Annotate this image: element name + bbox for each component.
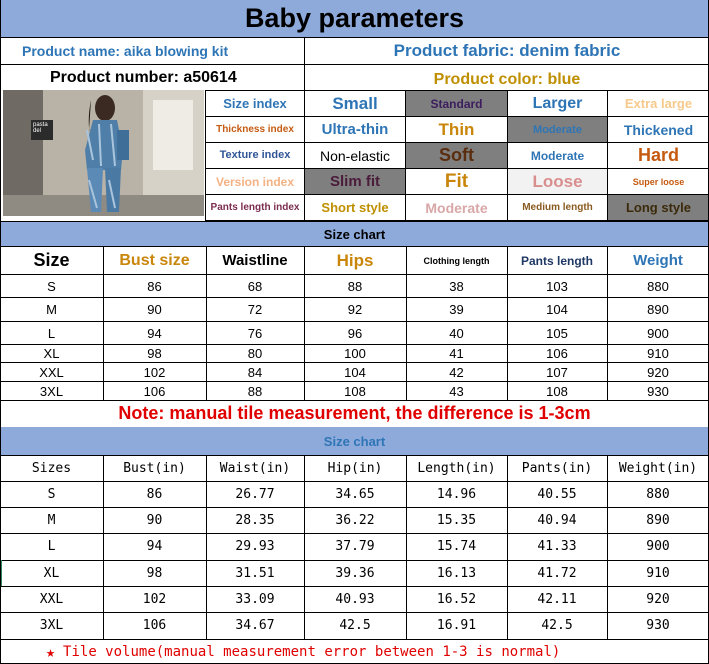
table-cell: 94 [146,539,163,554]
table-cell: 105 [546,325,568,341]
table-cell: M [46,302,57,317]
table-cell: 910 [647,346,669,361]
grid-line [206,246,207,400]
table-cell: 880 [647,278,669,294]
table-cell: 88 [247,383,263,399]
grid-line [304,90,305,221]
table-cell: 40.93 [335,592,375,607]
grid-line [507,455,508,639]
table-cell: 16.91 [436,618,477,633]
table-cell: 43 [449,383,464,399]
table-header-cell: Waist(in) [219,460,291,476]
grid-line [206,455,207,639]
table-cell: 90 [146,513,163,528]
attribute-option: Medium length [508,195,607,220]
attribute-option: Larger [508,91,607,116]
table-cell: XXL [39,592,64,607]
attribute-option: Standard [406,91,507,116]
table-cell: 39.36 [335,566,375,581]
attribute-option: Soft [406,143,507,168]
grid-line [0,344,709,345]
attribute-label: Thickness index [216,123,294,135]
grid-line [607,90,608,221]
table-cell: 106 [546,346,568,361]
table-cell: XL [43,566,60,581]
table-cell: 880 [646,487,670,502]
grid-line [0,612,709,613]
table-cell: S [47,278,56,294]
table-header-cell: Waistline [222,252,288,269]
attribute-option: Thickened [608,117,709,142]
table-cell: 15.35 [436,513,477,528]
grid-line [0,586,709,587]
grid-line [507,246,508,400]
grid-line [0,560,709,561]
table-cell: 72 [247,302,263,317]
product-number: Product number: a50614 [50,68,237,86]
grid-line [507,90,508,221]
grid-line [205,90,206,221]
grid-line [205,90,709,91]
table-header-cell: Pants(in) [521,460,593,476]
table-cell: 910 [646,566,670,581]
table-cell: 42.5 [339,618,371,633]
attribute-label: Size index [223,96,287,111]
table-cell: 29.93 [235,539,275,554]
grid-line [405,90,406,221]
attribute-option: Super loose [608,169,709,194]
grid-line [304,246,305,400]
table-header-cell: Clothing length [423,255,490,266]
table-header-cell: Bust(in) [123,460,186,476]
grid-line [0,297,709,298]
table-cell: 38 [449,278,464,294]
table-cell: 108 [344,383,366,399]
table-cell: 103 [546,278,568,294]
table-cell: 890 [646,513,670,528]
table-header-cell: Hip(in) [327,460,383,476]
grid-line [607,455,608,639]
table-cell: 33.09 [235,592,275,607]
table-cell: 106 [143,383,166,399]
table-cell: 88 [347,278,363,294]
table-cell: 40.94 [537,513,577,528]
product-fabric: Product fabric: denim fabric [393,41,621,60]
table-cell: 16.52 [436,592,477,607]
grid-line [205,168,709,169]
table-cell: 39 [449,302,464,317]
table-cell: 98 [146,566,163,581]
attribute-option: Loose [508,169,607,194]
table-cell: 34.67 [235,618,275,633]
grid-line [0,507,709,508]
table-cell: 41.72 [537,566,577,581]
table-cell: 930 [647,383,669,399]
table-cell: 16.13 [436,566,477,581]
table-cell: 107 [546,364,568,380]
table-cell: 96 [347,325,363,341]
table-cell: 26.77 [235,487,275,502]
size-chart-inch-title: Size chart [0,427,709,455]
grid-line [103,455,104,639]
grid-line [0,321,709,322]
table-cell: 3XL [39,618,64,633]
grid-line [304,455,305,639]
attribute-option: Non-elastic [305,143,405,168]
table-cell: M [47,513,56,528]
grid-line [0,246,709,247]
grid-line [0,455,709,456]
grid-line [406,455,407,639]
table-header-cell: Pants length [520,253,593,268]
table-cell: 84 [247,364,263,380]
product-name: Product name: aika blowing kit [0,38,304,64]
table-header-cell: Length(in) [417,460,496,476]
grid-line [205,194,709,195]
table-cell: L [47,325,56,341]
grid-line [0,481,709,482]
table-cell: 920 [646,592,670,607]
table-cell: 900 [647,325,669,341]
table-cell: XXL [39,364,64,380]
table-cell: 80 [247,346,263,361]
table-cell: 3XL [39,383,64,399]
table-header-cell: Hips [336,250,374,270]
attribute-option: Long style [608,195,709,220]
table-cell: 98 [147,346,162,361]
table-cell: 94 [147,325,162,341]
grid-line [0,64,709,65]
grid-line [0,381,709,382]
attribute-label: Version index [215,174,295,189]
table-cell: 86 [146,487,163,502]
table-cell: 68 [247,278,263,294]
attribute-option: Moderate [406,195,507,220]
measurement-note: Note: manual tile measurement, the difference is 1-3cm [118,403,591,423]
table-cell: 41.33 [537,539,577,554]
attribute-option: Moderate [508,117,607,142]
table-cell: 37.79 [335,539,375,554]
footer-note [46,643,560,661]
attribute-label: Pants length index [210,201,300,213]
table-cell: 104 [344,364,366,380]
table-cell: 890 [647,302,669,317]
grid-line [0,362,709,363]
attribute-label: Texture index [219,149,291,161]
attribute-option: Hard [608,143,709,168]
attribute-option: Thin [406,117,507,142]
table-cell: 86 [147,278,162,294]
table-cell: 100 [344,346,366,361]
table-cell: 90 [147,302,162,317]
table-cell: 41 [449,346,464,361]
attribute-option: Extra large [608,91,709,116]
table-cell: 920 [647,364,669,380]
attribute-option: Small [305,91,405,116]
table-cell: 106 [142,618,167,633]
table-cell: 15.74 [436,539,477,554]
table-cell: XL [43,346,60,361]
page-title: Baby parameters [0,0,709,37]
grid-line [304,37,305,90]
grid-line [0,639,709,640]
table-cell: 102 [142,592,167,607]
table-cell: 42 [449,364,464,380]
table-cell: 34.65 [335,487,375,502]
table-cell: 900 [646,539,670,554]
table-cell: 36.22 [335,513,375,528]
table-cell: S [47,487,56,502]
grid-line [205,142,709,143]
table-cell: 40 [449,325,464,341]
footer-text: Tile volume(manual measurement error between 1-3 is normal) [63,644,561,660]
table-cell: 108 [546,383,568,399]
grid-line [0,533,709,534]
star-icon: ★ [46,643,56,661]
table-cell: 28.35 [235,513,275,528]
table-header-cell: Weight [633,252,683,269]
grid-line [607,246,608,400]
product-photo [3,90,204,216]
table-header-cell: Bust size [119,251,190,269]
product-color: Product color: blue [433,70,581,88]
table-header-cell: Size [33,250,70,270]
grid-line [205,116,709,117]
table-cell: 42.11 [537,592,577,607]
table-cell: 92 [347,302,363,317]
size-chart-title: Size chart [0,222,709,246]
table-cell: 40.55 [537,487,577,502]
table-cell: 42.5 [541,618,573,633]
attribute-option: Moderate [508,143,607,168]
table-cell: L [47,539,56,554]
attribute-option: Slim fit [305,169,405,194]
frame-line [0,0,1,664]
table-cell: 31.51 [235,566,275,581]
table-cell: 14.96 [436,487,477,502]
table-cell: 930 [646,618,670,633]
table-cell: 104 [546,302,568,317]
table-cell: 76 [247,325,263,341]
grid-line [406,246,407,400]
table-cell: 102 [143,364,166,380]
attribute-option: Ultra-thin [305,117,405,142]
attribute-option: Fit [406,169,507,194]
grid-line [103,246,104,400]
table-header-cell: Sizes [31,460,72,476]
table-header-cell: Weight(in) [618,460,698,476]
photo-sign-text: pasta del [33,122,48,134]
grid-line [0,274,709,275]
attribute-option: Short style [305,195,405,220]
